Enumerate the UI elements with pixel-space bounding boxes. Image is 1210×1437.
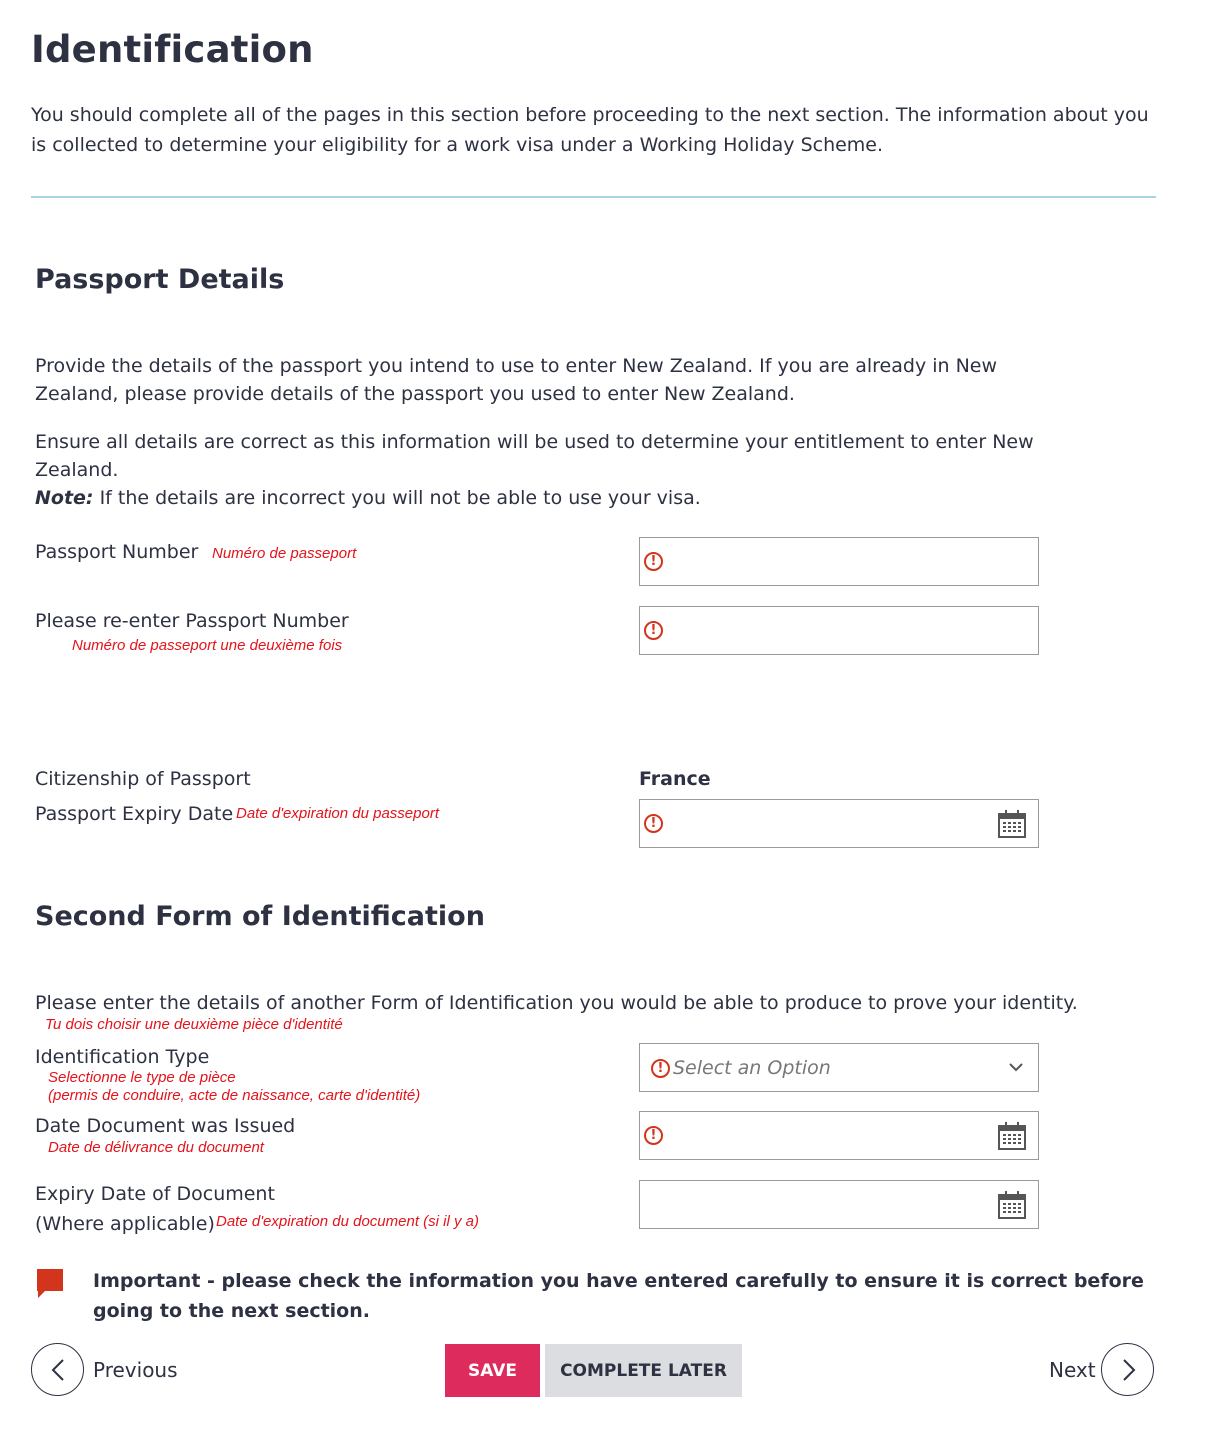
reenter-passport-annotation: Numéro de passeport une deuxième fois bbox=[72, 637, 343, 654]
citizenship-label: Citizenship of Passport bbox=[35, 768, 251, 790]
error-icon: ! bbox=[644, 814, 663, 833]
calendar-icon[interactable] bbox=[997, 1190, 1027, 1220]
note-text: If the details are incorrect you will not be able to use your visa. bbox=[93, 487, 701, 509]
date-issued-annotation: Date de délivrance du document bbox=[48, 1139, 264, 1156]
chevron-down-icon bbox=[1008, 1061, 1024, 1073]
passport-expiry-date-input[interactable] bbox=[639, 799, 1039, 848]
complete-later-button[interactable]: COMPLETE LATER bbox=[545, 1344, 742, 1397]
intro-text: You should complete all of the pages in this section before proceeding to the next section. The information about you is collected to determine your eligibility for a work visa under a Working Holiday Scheme. bbox=[31, 104, 1149, 156]
identification-type-annotation-1: Selectionne le type de pièce bbox=[48, 1069, 236, 1086]
chevron-left-icon bbox=[49, 1358, 67, 1382]
passport-number-annotation: Numéro de passeport bbox=[212, 545, 357, 562]
important-notice: Important - please check the information you have entered carefully to ensure it is correct before going to the next section. bbox=[93, 1270, 1144, 1322]
error-icon: ! bbox=[644, 1126, 663, 1145]
reenter-passport-label: Please re-enter Passport Number bbox=[35, 610, 349, 632]
second-id-heading: Second Form of Identification bbox=[35, 901, 485, 932]
next-label[interactable]: Next bbox=[1049, 1358, 1096, 1382]
document-expiry-label-note: (Where applicable) bbox=[35, 1213, 215, 1235]
calendar-icon[interactable] bbox=[997, 1121, 1027, 1151]
identification-type-placeholder: Select an Option bbox=[673, 1057, 831, 1079]
citizenship-value: France bbox=[639, 768, 711, 790]
date-issued-label: Date Document was Issued bbox=[35, 1115, 296, 1137]
reenter-passport-input[interactable] bbox=[639, 606, 1039, 655]
passport-instructions: Provide the details of the passport you intend to use to enter New Zealand. If you are already in New Zealand, please provide details of the passport you used to enter New Zealand. bbox=[35, 355, 998, 405]
note-label: Note: bbox=[35, 487, 94, 509]
error-icon: ! bbox=[644, 552, 663, 571]
second-id-instructions: Please enter the details of another Form of Identification you would be able to produce to prove your identity. bbox=[35, 992, 1078, 1014]
date-issued-input[interactable] bbox=[639, 1111, 1039, 1160]
document-expiry-label: Expiry Date of Document bbox=[35, 1183, 275, 1205]
second-id-annotation: Tu dois choisir une deuxième pièce d'identité bbox=[45, 1016, 343, 1033]
passport-number-input[interactable] bbox=[639, 537, 1039, 586]
identification-type-select[interactable] bbox=[639, 1043, 1039, 1092]
identification-type-label: Identification Type bbox=[35, 1046, 210, 1068]
error-icon: ! bbox=[644, 621, 663, 640]
save-button[interactable]: SAVE bbox=[445, 1344, 540, 1397]
error-icon: ! bbox=[651, 1059, 670, 1078]
passport-details-heading: Passport Details bbox=[35, 264, 285, 295]
document-expiry-annotation: Date d'expiration du document (si il y a) bbox=[216, 1213, 479, 1230]
previous-label[interactable]: Previous bbox=[93, 1358, 178, 1382]
page-title: Identification bbox=[31, 28, 314, 71]
passport-note bbox=[35, 484, 1035, 512]
previous-button[interactable] bbox=[31, 1343, 84, 1396]
calendar-icon[interactable] bbox=[997, 809, 1027, 839]
flag-icon bbox=[37, 1269, 64, 1299]
identification-type-annotation-2: (permis de conduire, acte de naissance, carte d'identité) bbox=[48, 1087, 421, 1104]
document-expiry-date-input[interactable] bbox=[639, 1180, 1039, 1229]
passport-ensure-text: Ensure all details are correct as this information will be used to determine your entitlement to enter New Zealand. bbox=[35, 431, 1034, 481]
chevron-right-icon bbox=[1120, 1358, 1138, 1382]
passport-number-label: Passport Number bbox=[35, 541, 199, 563]
passport-expiry-label: Passport Expiry Date bbox=[35, 803, 234, 825]
next-button[interactable] bbox=[1101, 1343, 1154, 1396]
divider bbox=[31, 196, 1156, 198]
passport-expiry-annotation: Date d'expiration du passeport bbox=[236, 805, 439, 822]
